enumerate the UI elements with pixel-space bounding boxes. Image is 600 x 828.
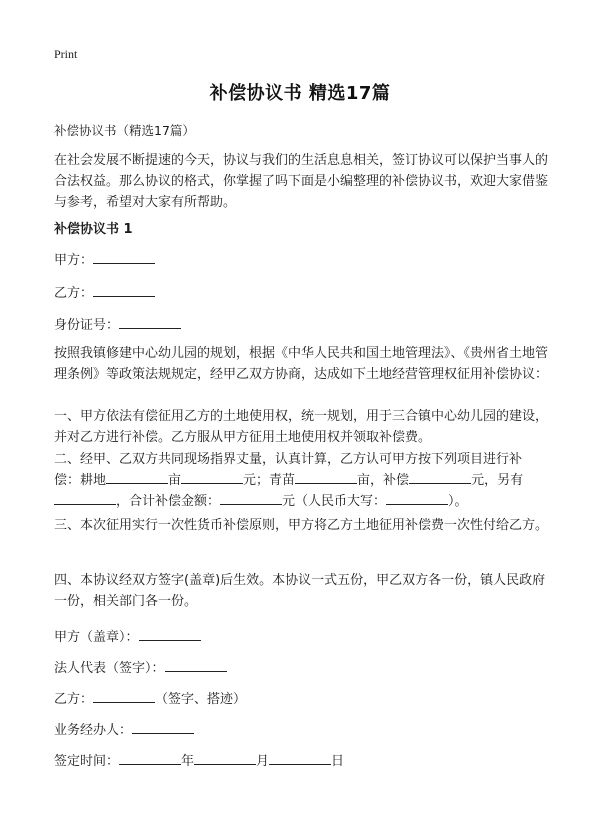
clause-2-mu-label: 亩 <box>168 473 182 488</box>
document-title: 补偿协议书 精选17篇 <box>209 83 391 104</box>
sig-party-a <box>54 626 201 645</box>
id-number-field <box>54 314 181 333</box>
paragraph-preamble: 按照我镇修建中心幼儿园的规划，根据《中华人民共和国土地管理法》、《贵州省土地管理条例》等政策法规规定，经甲乙双方协商，达成如下土地经营管理权征用补偿协议： <box>54 346 549 382</box>
clause-2-crops-label: 元；青苗 <box>243 473 296 488</box>
year-blank <box>119 751 181 765</box>
month-label: 月 <box>256 754 270 769</box>
other-item-blank <box>54 491 116 505</box>
party-a-field <box>54 249 155 268</box>
total-amount-blank <box>220 491 282 505</box>
sig-legal-rep-blank <box>165 658 227 672</box>
sig-date <box>54 750 344 769</box>
farmland-amount-blank <box>181 470 243 484</box>
sig-agent <box>54 719 194 738</box>
sig-party-b-label: 乙方： <box>54 692 94 707</box>
year-label: 年 <box>181 754 195 769</box>
sig-party-a-blank <box>139 627 201 641</box>
party-a-blank <box>93 250 155 264</box>
sig-date-label: 签定时间： <box>54 754 120 769</box>
clause-2-line-1: 二、经甲、乙双方共同现场指界丈量，认真计算，乙方认可甲方按下列项目进行补 <box>54 452 523 467</box>
clause-2-other-label: 元，另有 <box>471 473 524 488</box>
party-a-label: 甲方： <box>54 253 94 268</box>
clause-2-close-label: ）。 <box>448 494 468 509</box>
sig-agent-label: 业务经办人： <box>54 723 133 738</box>
paragraph-clause-2 <box>54 449 550 512</box>
farmland-area-blank <box>106 470 168 484</box>
clause-2-line-2 <box>54 470 550 491</box>
day-label: 日 <box>331 754 345 769</box>
clause-2-total-label: ，合计补偿金额： <box>116 494 221 509</box>
party-b-blank <box>93 283 155 297</box>
paragraph-clause-1: 一、甲方依法有偿征用乙方的土地使用权，统一规划，用于三合镇中心幼儿园的建设，并对乙方进行补偿。乙方服从甲方征用土地使用权并领取补偿费。 <box>54 409 549 445</box>
clause-2-farmland-label: 偿：耕地 <box>54 473 107 488</box>
sig-party-b <box>54 688 246 707</box>
print-label[interactable]: Print <box>54 47 78 61</box>
section-heading: 补偿协议书 1 <box>54 222 133 237</box>
document-subtitle: 补偿协议书（精选17篇） <box>54 123 195 138</box>
crops-amount-blank <box>409 470 471 484</box>
sig-legal-rep <box>54 657 227 676</box>
intro-paragraph: 在社会发展不断提速的今天，协议与我们的生活息息相关，签订协议可以保护当事人的合法权益。那么协议的格式，你掌握了吗下面是小编整理的补偿协议书，欢迎大家借鉴与参考，希望对大家有所帮助。 <box>54 153 549 210</box>
id-number-blank <box>119 315 181 329</box>
party-b-field <box>54 282 155 301</box>
clause-2-comp-label: 亩，补偿 <box>357 473 410 488</box>
month-blank <box>194 751 256 765</box>
clause-2-rmb-label: 元（人民币大写： <box>282 494 387 509</box>
sig-legal-rep-label: 法人代表（签字）： <box>54 661 165 676</box>
sig-party-b-blank <box>93 689 155 703</box>
clause-2-line-3 <box>54 491 550 512</box>
sig-party-b-suffix: （签字、搭迹） <box>155 692 247 707</box>
sig-party-a-label: 甲方（盖章）： <box>54 630 139 645</box>
crops-area-blank <box>295 470 357 484</box>
id-number-label: 身份证号： <box>54 318 120 333</box>
paragraph-clause-3: 三、本次征用实行一次性货币补偿原则，甲方将乙方土地征用补偿费一次性付给乙方。 <box>54 518 549 533</box>
sig-agent-blank <box>132 720 194 734</box>
total-uppercase-blank <box>386 491 448 505</box>
paragraph-clause-4: 四、本协议经双方签字(盖章)后生效。本协议一式五份，甲乙双方各一份，镇人民政府一份，相关部门各一份。 <box>54 573 546 609</box>
party-b-label: 乙方： <box>54 286 94 301</box>
day-blank <box>269 751 331 765</box>
